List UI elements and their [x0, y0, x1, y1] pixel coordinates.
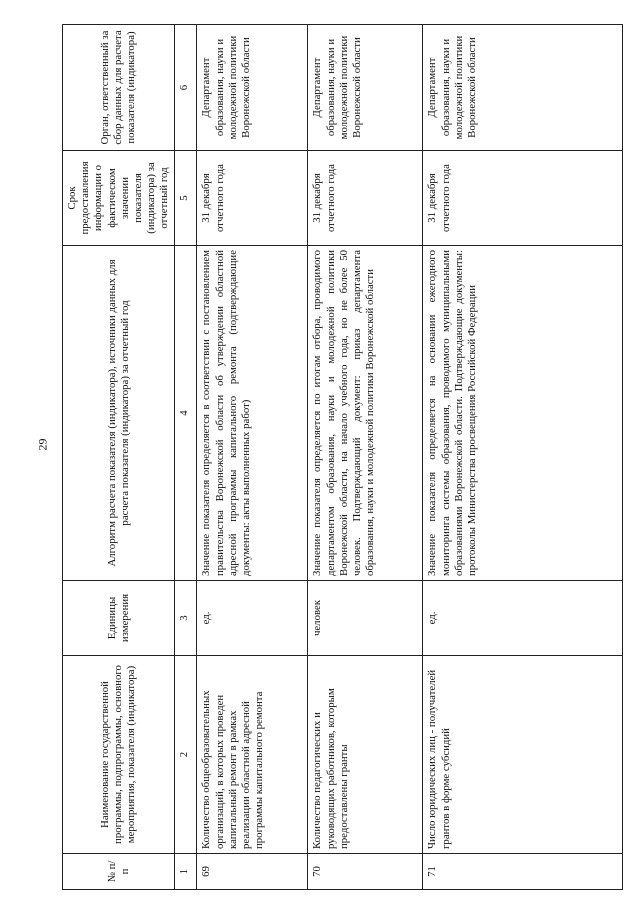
- table-row: [308, 25, 423, 890]
- deadline: 31 декабря отчетного года: [423, 151, 623, 246]
- table-header-row: [63, 25, 175, 890]
- indicators-table: [62, 24, 623, 890]
- row-number: 70: [308, 854, 423, 890]
- algorithm: Значение показателя определяется на основании ежегодного мониторинга системы образования, проводимого муниципальными образованиями Воронежской области. Подтверждающие документы: протоколы Министерства просвещения Российской Федерации: [423, 246, 623, 581]
- header-unit: Единицы измерения: [63, 581, 175, 656]
- table-row: [423, 25, 623, 890]
- page-number: 29: [35, 438, 50, 451]
- algorithm: Значение показателя определяется в соответствии с постановлением правительства Воронежской области об утверждении областной адресной программы капитального ремонта (подтверждающие документы: акты выполненных работ): [197, 246, 308, 581]
- row-number: 71: [423, 854, 623, 890]
- column-number: 2: [175, 656, 197, 854]
- column-number: 4: [175, 246, 197, 581]
- responsible-org: Департамент образования, науки и молодежной политики Воронежской области: [308, 25, 423, 151]
- column-number: 3: [175, 581, 197, 656]
- header-algorithm: Алгоритм расчета показателя (индикатора), источники данных для расчета показателя (индикатора) за отчетный год: [63, 246, 175, 581]
- indicator-name: Число юридических лиц - получателей грантов в форме субсидий: [423, 656, 623, 854]
- column-number: 6: [175, 25, 197, 151]
- rotated-table-container: [62, 25, 620, 890]
- deadline: 31 декабря отчетного года: [197, 151, 308, 246]
- header-number: № п/п: [63, 854, 175, 890]
- header-indicator-name: Наименование государственной программы, подпрограммы, основного мероприятия, показателя (индикатора): [63, 656, 175, 854]
- indicator-name: Количество общеобразовательных организаций, в которых проведен капитальный ремонт в рамках реализации областной адресной программы капитального ремонта: [197, 656, 308, 854]
- algorithm: Значение показателя определяется по итогам отбора, проводимого департаментом образования, науки и молодежной политики Воронежской области, на начало учебного года, но не более 50 человек. Подтверждающий документ: приказ департамента образования, науки и молодежной политики Воронежской области: [308, 246, 423, 581]
- header-deadline: Срок предоставления информации о фактическом значении показателя (индикатора) за отчетный год: [63, 151, 175, 246]
- responsible-org: Департамент образования, науки и молодежной политики Воронежской области: [423, 25, 623, 151]
- unit: ед.: [423, 581, 623, 656]
- indicator-name: Количество педагогических и руководящих работников, которым предоставлены гранты: [308, 656, 423, 854]
- table-row: [197, 25, 308, 890]
- unit: человек: [308, 581, 423, 656]
- column-number-row: [175, 25, 197, 890]
- deadline: 31 декабря отчетного года: [308, 151, 423, 246]
- row-number: 69: [197, 854, 308, 890]
- column-number: 5: [175, 151, 197, 246]
- column-number: 1: [175, 854, 197, 890]
- header-responsible-org: Орган, ответственный за сбор данных для расчета показателя (индикатора): [63, 25, 175, 151]
- responsible-org: Департамент образования, науки и молодежной политики Воронежской области: [197, 25, 308, 151]
- unit: ед.: [197, 581, 308, 656]
